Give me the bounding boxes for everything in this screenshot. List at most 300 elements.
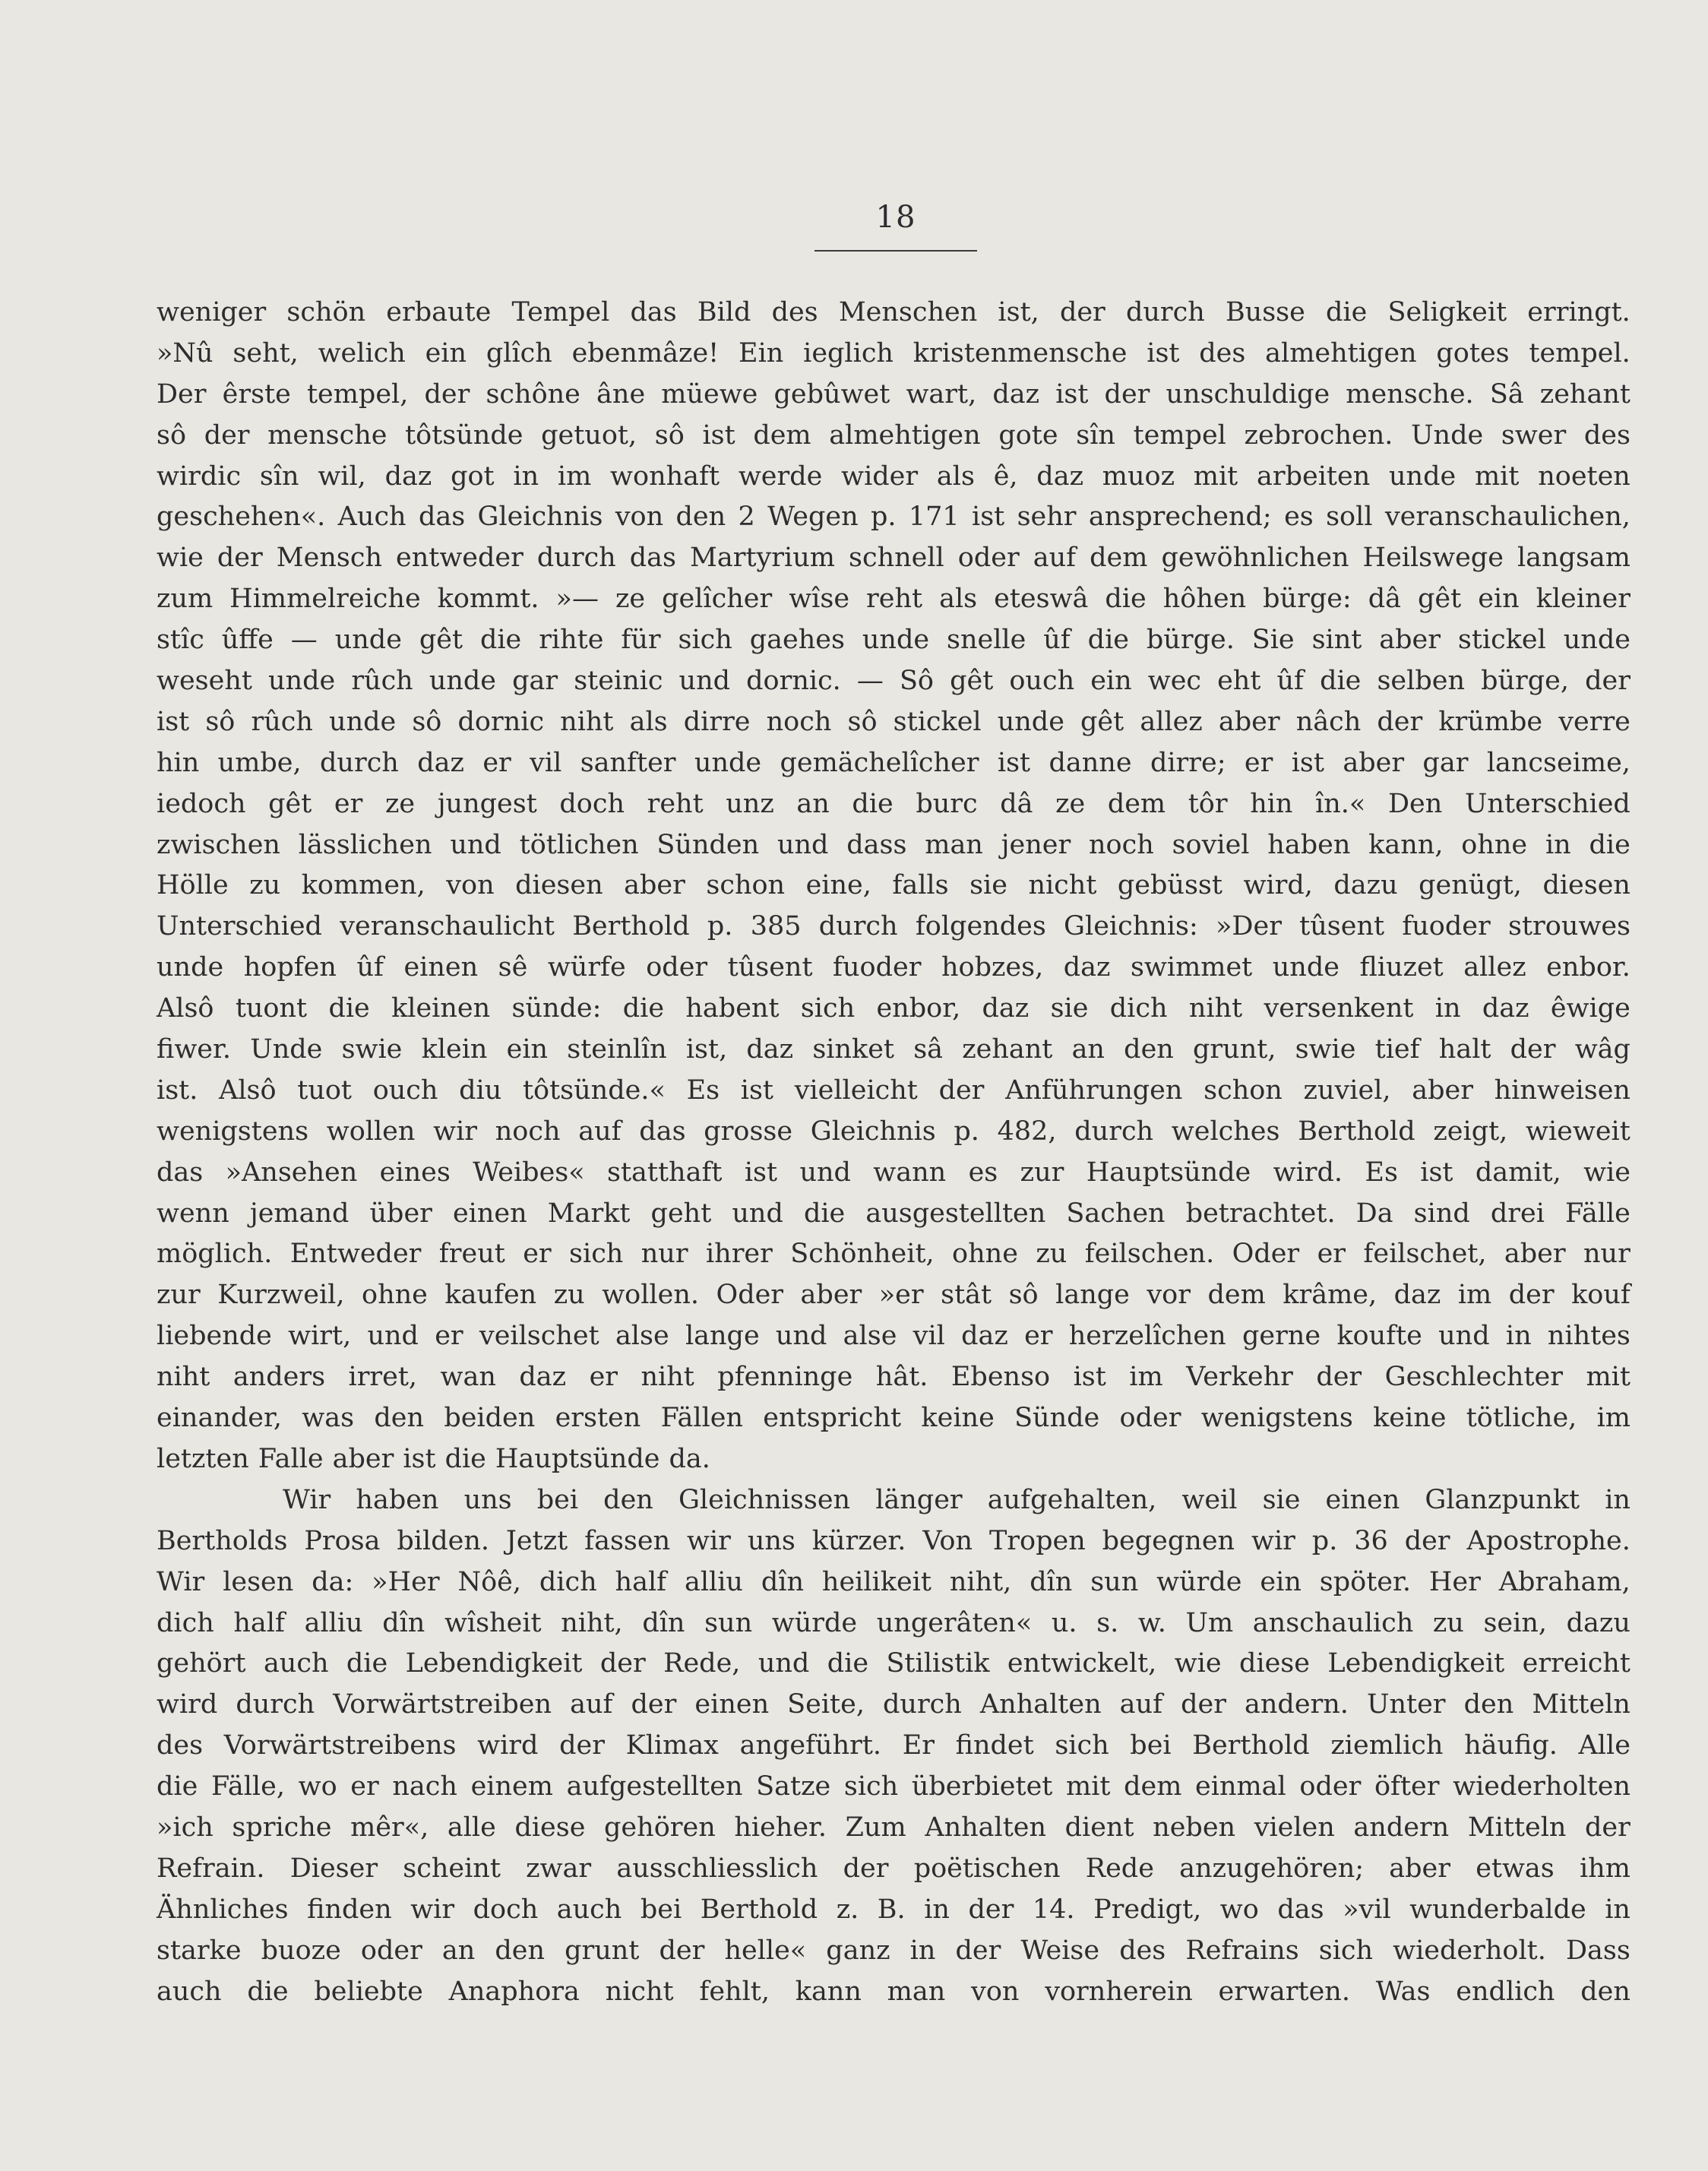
word: endlich [1456,1976,1555,2007]
word: steinlîn [567,1034,667,1065]
word: durch [1074,1116,1154,1147]
word: wenigstens [157,1116,309,1147]
word: und [777,829,829,860]
word: hôhen [1162,584,1247,615]
word: des [1199,337,1246,369]
word: mit [1193,460,1238,492]
word: eine, [805,870,871,901]
word: Wegen [767,502,859,533]
word: daz [992,378,1040,410]
word: von [971,1976,1020,2007]
word: ungerâten« [876,1607,1033,1638]
word: alliu [304,1607,363,1638]
word: durch [536,543,616,574]
word: er [589,1362,618,1393]
word: heilikeit [821,1566,931,1597]
word: stickel [1457,625,1546,656]
word: iedoch [157,788,246,819]
word: der [559,1730,605,1761]
word: krâme, [1283,1280,1377,1311]
word: Da [1355,1198,1393,1229]
word: sâ [913,1034,944,1065]
word: gebûwet [773,378,890,410]
word: Mitteln [1532,1689,1631,1720]
word: er [334,788,363,819]
word: ûf [1276,666,1304,697]
word: Dass [1565,1935,1631,1966]
word: in [513,460,539,492]
word: buoze [261,1935,341,1966]
word: der [843,1853,889,1884]
word: keine [921,1403,995,1434]
word: das [1277,1894,1324,1925]
word: der [1404,1525,1450,1556]
word: reht [866,584,923,615]
word: ist [702,419,735,451]
word: ûffe [221,625,274,656]
word: Bild [697,297,751,328]
word: noeten [1538,460,1631,492]
word: dem [1107,788,1166,819]
word: zum [157,584,214,615]
word: es [1284,502,1314,533]
word: tuot [297,1074,352,1106]
word: tempel [1133,419,1226,451]
word: scheint [403,1853,501,1884]
word: ein [425,337,467,369]
word: lange [1055,1280,1130,1311]
word: unde [334,625,402,656]
word: herzelîchen [1068,1321,1226,1352]
word: überbietet [911,1771,1053,1802]
word: auf [1033,543,1077,574]
word: Hauptsünde [495,1443,660,1474]
word: zu [249,870,281,901]
word: wird, [1243,870,1313,901]
word: sie [969,870,1007,901]
word: jungest [437,788,537,819]
word: daz [1393,1280,1441,1311]
text-line [157,1603,1631,1644]
word: Predigt, [1093,1894,1202,1925]
word: in [1605,1894,1631,1925]
word: swie [1295,1034,1356,1065]
word: dîn [382,1607,425,1638]
word: das [629,543,676,574]
word: drei [1490,1198,1545,1229]
word: einem [470,1771,553,1802]
text-line [157,907,1631,948]
word: den [1580,1976,1631,2007]
word: tôtsünde [405,419,523,451]
word: und [450,829,501,860]
text-line [157,1849,1631,1890]
word: schon [706,870,786,901]
text-line [157,416,1631,457]
word: half [615,1566,667,1597]
word: Anführungen [1005,1074,1183,1106]
text-line [157,538,1631,579]
word: diesen [515,870,603,901]
word: enbor, [876,993,961,1024]
word: Menschen [838,297,978,328]
word: sich [678,625,732,656]
word: in [1545,829,1571,860]
word: langsam [1517,543,1631,574]
word: die [852,788,894,819]
word: sie [1262,1484,1301,1515]
word: soviel [1172,829,1250,860]
text-line [157,579,1631,620]
word: stât [941,1280,992,1311]
word: nicht [1028,870,1097,901]
word: Oder [716,1280,784,1311]
word: sich [843,1771,899,1802]
word: im [1457,1280,1492,1311]
word: swimmet [1130,952,1253,983]
word: strouwes [1507,911,1631,942]
word: ieglich [803,337,894,369]
word: des [1119,1935,1166,1966]
word: kleiner [1536,584,1631,615]
word: im [1129,1362,1163,1393]
word: erringt. [1527,297,1631,328]
word: wir [410,1894,455,1925]
word: tuont [235,993,308,1024]
word: Ein [739,337,784,369]
word: Fälle, [210,1771,285,1802]
word: wan [440,1362,496,1393]
word: mensche [267,419,387,451]
word: aufgehalten, [987,1484,1157,1515]
word: Prosa [304,1525,381,1556]
word: dich [157,1607,214,1638]
word: andern. [1245,1689,1349,1720]
word: Gleichnissen [678,1484,851,1515]
word: dem [1090,543,1148,574]
word: unz [726,788,774,819]
word: niht, [561,1607,623,1638]
word: ze [1055,788,1086,819]
word: êwige [1550,993,1631,1024]
word: grunt, [1193,1034,1276,1065]
word: Glanzpunkt [1425,1484,1580,1515]
word: durch [1125,297,1205,328]
word: würfe [547,952,626,983]
word: getuot, [541,419,637,451]
word: Dieser [289,1853,378,1884]
word: sô [205,706,236,737]
text-line [157,1194,1631,1235]
word: kommt. [437,584,539,615]
word: noch [1089,829,1154,860]
word: finden [307,1894,392,1925]
word: durch [883,1689,962,1720]
word: 482, [997,1116,1057,1147]
word: z. [836,1894,859,1925]
word: statthaft [607,1157,723,1188]
word: die [1320,666,1362,697]
word: Um [1185,1607,1234,1638]
word: müewe [661,378,758,410]
word: krümbe [1438,706,1543,737]
word: niht [560,706,614,737]
word: weniger [157,297,267,328]
word: oder [1299,1771,1362,1802]
word: niht [640,1362,694,1393]
word: aber [1504,1239,1566,1270]
word: s. [1096,1607,1119,1638]
word: ersten [555,1403,641,1434]
word: das [639,1116,686,1147]
word: habent [685,993,780,1024]
word: oder [646,952,708,983]
word: daz [519,1362,567,1393]
word: sind [1413,1198,1470,1229]
word: er [1244,747,1273,778]
word: den [675,502,726,533]
word: es [968,1157,998,1188]
text-line [157,1685,1631,1726]
word: Berthold [1192,1730,1310,1761]
word: p. [870,502,897,533]
word: nur [1583,1239,1631,1270]
word: was [302,1403,355,1434]
word: wo [298,1771,337,1802]
word: unde [329,706,397,737]
text-line [157,1234,1631,1275]
word: Sô [899,666,935,697]
word: Von [922,1525,973,1556]
word: er [1317,1239,1346,1270]
word: welich [318,337,406,369]
word: gêt [268,788,312,819]
word: danne [1049,747,1132,778]
word: unde [268,666,336,697]
word: Berthold [1298,1116,1415,1147]
word: der [938,1074,985,1106]
word: auf [578,1116,622,1147]
text-line [157,825,1631,866]
word: und [732,1198,783,1229]
word: sint [1311,625,1362,656]
word: tôtsünde.« [522,1074,666,1106]
word: dem [1124,1771,1182,1802]
word: kaufen [444,1280,537,1311]
word: allez [1140,706,1203,737]
word: des [771,297,818,328]
word: ihrer [705,1239,773,1270]
word: erwarten. [1218,1976,1350,2007]
word: wann [873,1157,947,1188]
word: auch [556,1894,622,1925]
word: unde [1563,625,1631,656]
word: aber [1412,1074,1473,1106]
word: wir [1251,1525,1295,1556]
word: die [444,1443,486,1474]
text-line [157,620,1631,661]
word: almehtigen [829,419,981,451]
word: der [1377,706,1423,737]
word: sô [847,706,878,737]
word: an [441,1935,476,1966]
word: u. [1051,1607,1077,1638]
word: poëtischen [913,1853,1061,1884]
word: die [346,1648,388,1679]
word: p. [707,911,733,942]
word: in [1605,1484,1631,1515]
word: den [495,1935,546,1966]
text-line [157,1316,1631,1357]
word: Seligkeit [1387,297,1507,328]
word: durch [320,747,399,778]
word: allez [1463,952,1526,983]
word: der [599,1648,646,1679]
word: feilschen. [1084,1239,1215,1270]
word: zwar [526,1853,592,1884]
word: eteswâ [994,584,1089,615]
word: hopfen [243,952,337,983]
word: hinweisen [1494,1074,1631,1106]
word: anschaulich [1252,1607,1414,1638]
word: wunderbalde [1409,1894,1586,1925]
word: falls [892,870,949,901]
word: dich [1109,993,1168,1024]
text-line-paragraph-end [157,1439,1631,1480]
word: wo [1219,1894,1259,1925]
word: stîc [157,625,204,656]
word: 2 [738,502,755,533]
word: niht [157,1362,210,1393]
word: niht, [949,1566,1012,1597]
text-line [157,948,1631,989]
word: ist, [998,297,1039,328]
text-line [157,1972,1631,2013]
word: »ich [157,1812,214,1843]
word: — [856,666,884,697]
word: wirt, [288,1321,352,1352]
word: Nôê, [457,1566,521,1597]
word: würde [771,1607,858,1638]
word: als [629,706,668,737]
word: gar [512,666,558,697]
word: unde [997,706,1064,737]
word: über [369,1198,432,1229]
word: und [1438,1321,1490,1352]
word: sich [1055,1730,1109,1761]
word: rûch [251,706,313,737]
word: wird [477,1730,539,1761]
word: des [1583,419,1631,451]
word: an [796,788,830,819]
word: man [925,829,983,860]
word: gemächelîcher [780,747,979,778]
text-line [157,1931,1631,1972]
word: das [157,1157,204,1188]
word: er [1024,1321,1053,1352]
word: almehtigen [1265,337,1417,369]
word: daz [1036,460,1084,492]
word: Vorwärtstreibens [223,1730,457,1761]
word: oder [360,1935,422,1966]
word: aufgestellten [566,1771,743,1802]
word: Weibes« [473,1157,585,1188]
word: vil [530,747,562,778]
word: sîn [1076,419,1115,451]
word: ist [1420,1157,1453,1188]
word: 36 [1354,1525,1388,1556]
word: dich [539,1566,597,1597]
word: Unterschied [1464,788,1631,819]
word: der [631,1689,677,1720]
word: die [1105,584,1147,615]
word: aber [1218,706,1280,737]
word: swer [1501,419,1567,451]
text-line [157,457,1631,498]
word: Apostrophe. [1466,1525,1631,1556]
word: Schönheit, [790,1239,935,1270]
word: Anaphora [448,1976,580,2007]
word: Refrain. [157,1853,265,1884]
word: got [451,460,495,492]
word: bei [536,1484,579,1515]
word: ist [1147,337,1180,369]
text-line [157,1357,1631,1398]
word: gotes [1436,337,1510,369]
word: Fälle [1564,1198,1631,1229]
word: tôr [1188,788,1228,819]
word: alse [615,1321,669,1352]
word: Seite, [787,1689,865,1720]
word: in [924,1894,950,1925]
word: noch [495,1116,561,1147]
word: enbor. [1546,952,1631,983]
word: Abraham, [1498,1566,1631,1597]
word: schnell [849,543,944,574]
text-line [157,784,1631,825]
word: Himmelreiche [229,584,421,615]
word: die [827,1648,869,1679]
word: wie [1174,1648,1222,1679]
text-line [157,1726,1631,1767]
word: kann [795,1976,862,2007]
word: wird. [1273,1157,1343,1188]
word: gote [998,419,1058,451]
word: die [328,993,370,1024]
word: ohne [952,1239,1018,1270]
word: doch [473,1894,539,1925]
word: den [374,1403,425,1434]
word: êrste [222,378,291,410]
word: Oder [1232,1239,1300,1270]
word: angeführt. [739,1730,882,1761]
word: Hölle [157,870,229,901]
word: diese [514,1812,586,1843]
word: ein [1260,1566,1302,1597]
word: den [603,1484,653,1515]
word: welches [1171,1116,1280,1147]
word: tûsent [727,952,813,983]
word: gar [1422,747,1469,778]
word: sich [569,1239,624,1270]
word: aber [624,870,685,901]
word: Klimax [625,1730,719,1761]
word: glîch [486,337,552,369]
word: Sünden [656,829,760,860]
word: die [1087,625,1129,656]
word: »vil [1343,1894,1391,1925]
word: Kurzweil, [217,1280,345,1311]
